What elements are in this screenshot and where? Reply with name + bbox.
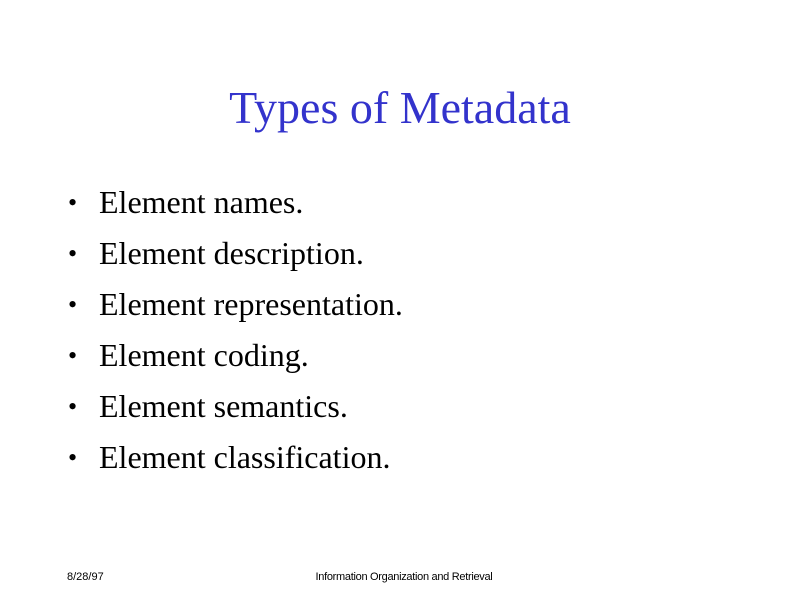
bullet-icon: • [68,289,78,319]
footer-title: Information Organization and Retrieval [315,571,493,583]
bullet-item [68,330,403,381]
bullet-icon: • [68,238,78,268]
bullet-text: Element names. [99,184,304,220]
slide-title: Types of Metadata [229,82,571,133]
bullet-item [68,228,403,279]
bullet-item [68,381,403,432]
bullet-list [68,177,403,483]
bullet-icon: • [68,340,78,370]
bullet-icon: • [68,187,78,217]
bullet-text: Element classification. [99,439,391,475]
bullet-text: Element semantics. [99,388,348,424]
bullet-icon: • [68,391,78,421]
bullet-text: Element description. [99,235,364,271]
bullet-item [68,177,403,228]
bullet-item [68,432,403,483]
bullet-text: Element representation. [99,286,403,322]
bullet-icon: • [68,442,78,472]
bullet-text: Element coding. [99,337,309,373]
bullet-item [68,279,403,330]
footer-date: 8/28/97 [67,571,104,583]
